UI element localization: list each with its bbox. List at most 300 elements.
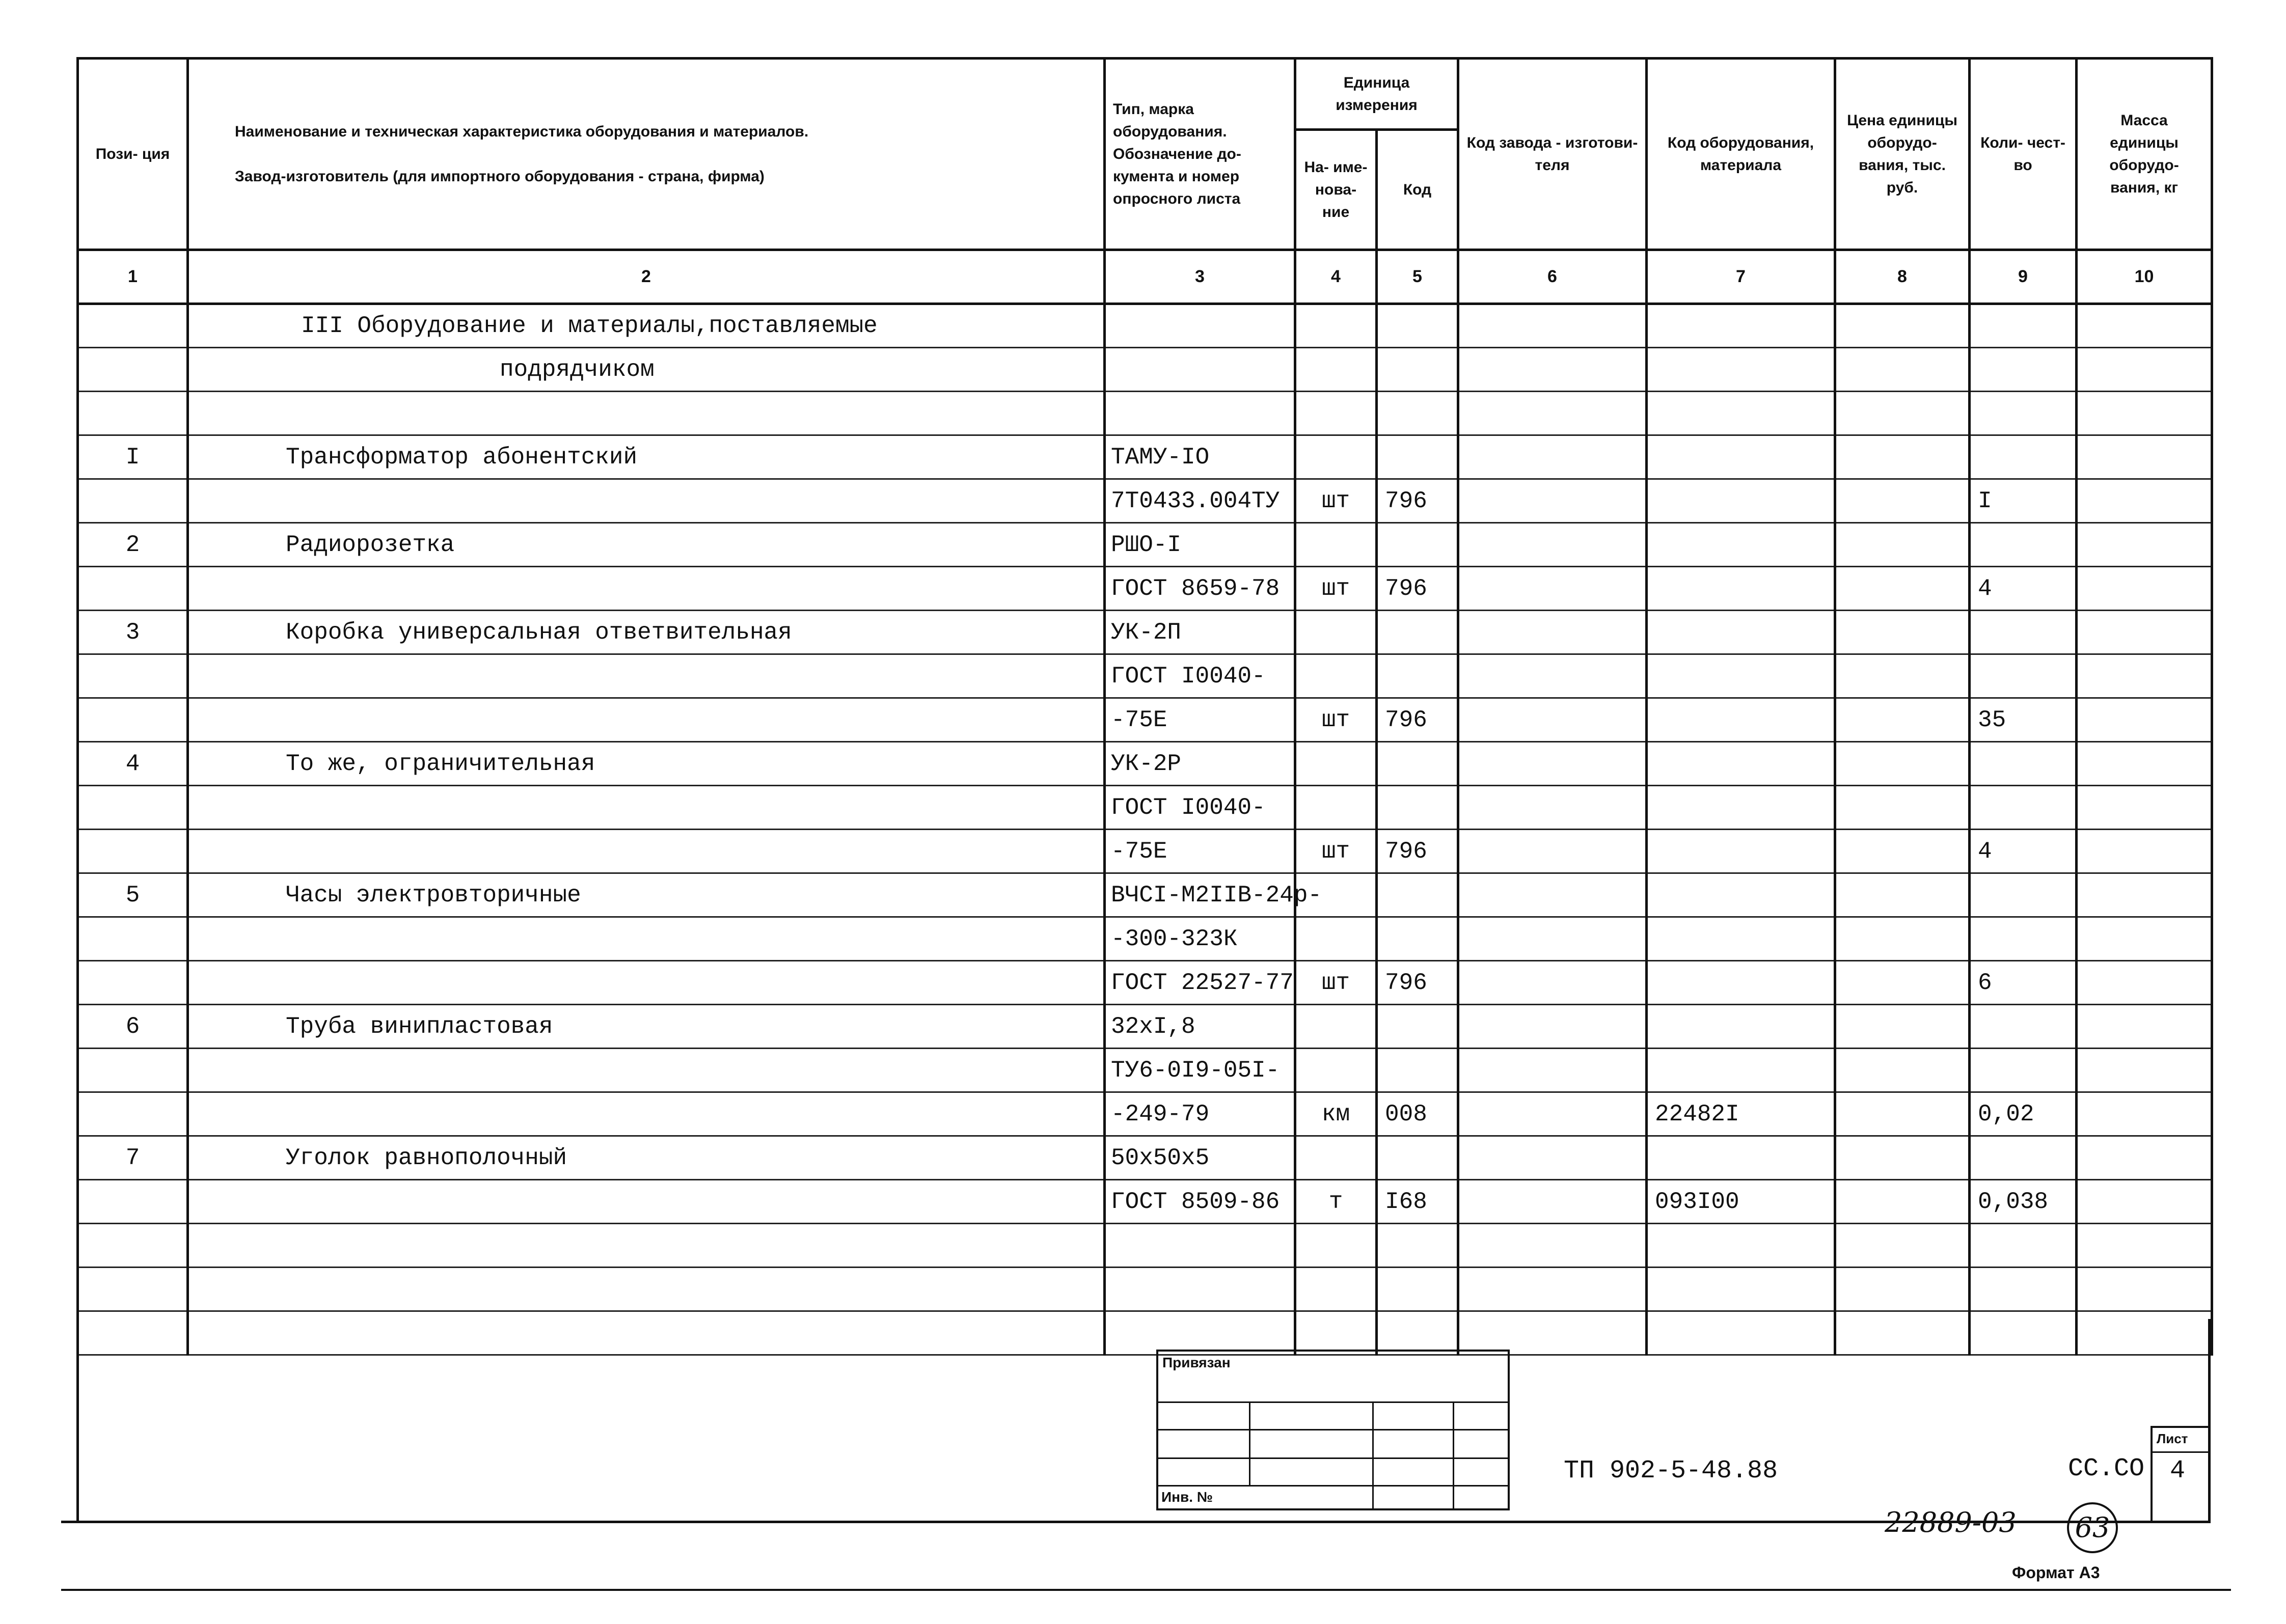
column-number: 2 (188, 250, 1105, 304)
row-factory-code (1458, 435, 1647, 479)
row-type: ГОСТ I0040- (1105, 654, 1295, 698)
row-position (78, 392, 188, 435)
document-code: ТП 902-5-48.88 (1564, 1456, 1778, 1485)
row-price (1835, 304, 1970, 348)
row-unit (1295, 654, 1377, 698)
stamp-line (1156, 1429, 1510, 1430)
table-row (78, 917, 2212, 961)
row-unit-code: 796 (1377, 830, 1458, 873)
row-price (1835, 698, 1970, 742)
column-number: 3 (1105, 250, 1295, 304)
row-quantity: 0,02 (1970, 1092, 2077, 1136)
row-mass (2077, 1049, 2212, 1092)
row-unit-code (1377, 523, 1458, 567)
header-mass: Масса единицы оборудо- вания, кг (2077, 59, 2212, 250)
row-equipment-code (1647, 917, 1835, 961)
row-quantity: I (1970, 479, 2077, 523)
page-bottom-line (61, 1589, 2231, 1591)
row-unit-code (1377, 392, 1458, 435)
row-price (1835, 567, 1970, 611)
row-factory-code (1458, 786, 1647, 830)
row-mass (2077, 567, 2212, 611)
row-mass (2077, 917, 2212, 961)
row-factory-code (1458, 392, 1647, 435)
inventory-label: Инв. № (1161, 1489, 1213, 1505)
row-unit-code (1377, 1268, 1458, 1311)
row-mass (2077, 786, 2212, 830)
row-position: 4 (78, 742, 188, 786)
column-number: 9 (1970, 250, 2077, 304)
header-name (188, 59, 1105, 250)
table-row (78, 830, 2212, 873)
row-factory-code (1458, 917, 1647, 961)
row-unit-code (1377, 304, 1458, 348)
row-price (1835, 348, 1970, 392)
row-position: 6 (78, 1005, 188, 1049)
row-quantity: 6 (1970, 961, 2077, 1005)
row-position (78, 479, 188, 523)
row-quantity: 0,038 (1970, 1180, 2077, 1224)
row-mass (2077, 1311, 2212, 1355)
row-price (1835, 873, 1970, 917)
row-price (1835, 1049, 1970, 1092)
table-row (78, 1180, 2212, 1224)
column-number: 5 (1377, 250, 1458, 304)
row-unit-code (1377, 917, 1458, 961)
table-row (78, 567, 2212, 611)
row-type: ГОСТ 8509-86 (1105, 1180, 1295, 1224)
row-position: 3 (78, 611, 188, 654)
row-quantity (1970, 1136, 2077, 1180)
table-row (78, 523, 2212, 567)
row-unit: шт (1295, 830, 1377, 873)
row-factory-code (1458, 654, 1647, 698)
table-row (78, 873, 2212, 917)
row-name (188, 654, 1105, 698)
row-quantity (1970, 1005, 2077, 1049)
archive-number: 22889-03 (1885, 1506, 2017, 1538)
row-type: 32хI,8 (1105, 1005, 1295, 1049)
table-row (78, 1311, 2212, 1355)
row-quantity: 35 (1970, 698, 2077, 742)
stamp-line (1249, 1401, 1250, 1485)
row-quantity (1970, 1268, 2077, 1311)
row-position (78, 698, 188, 742)
row-price (1835, 611, 1970, 654)
table-row (78, 1136, 2212, 1180)
specification-table (76, 57, 2213, 1356)
row-unit (1295, 786, 1377, 830)
header-position: Пози- ция (78, 59, 188, 250)
row-equipment-code (1647, 1005, 1835, 1049)
row-price (1835, 1005, 1970, 1049)
row-position (78, 1180, 188, 1224)
sheet-box-line (2151, 1451, 2211, 1453)
row-unit-code (1377, 742, 1458, 786)
row-unit-code (1377, 611, 1458, 654)
row-position (78, 961, 188, 1005)
row-price (1835, 479, 1970, 523)
row-name: Часы электровторичные (188, 873, 1105, 917)
row-unit-code (1377, 786, 1458, 830)
row-unit-code: 796 (1377, 961, 1458, 1005)
row-position (78, 1311, 188, 1355)
stamp-line (1156, 1401, 1510, 1403)
row-unit-code (1377, 654, 1458, 698)
row-factory-code (1458, 523, 1647, 567)
row-type (1105, 392, 1295, 435)
row-price (1835, 961, 1970, 1005)
row-price (1835, 435, 1970, 479)
column-number: 4 (1295, 250, 1377, 304)
row-quantity: 4 (1970, 830, 2077, 873)
table-row (78, 742, 2212, 786)
row-quantity (1970, 654, 2077, 698)
row-type: ГОСТ I0040- (1105, 786, 1295, 830)
row-name (188, 1180, 1105, 1224)
stamp-line (1156, 1457, 1510, 1459)
row-quantity (1970, 611, 2077, 654)
row-unit-code: 008 (1377, 1092, 1458, 1136)
row-name (188, 961, 1105, 1005)
row-unit (1295, 1268, 1377, 1311)
row-type: -75Е (1105, 830, 1295, 873)
row-name: подрядчиком (188, 348, 1105, 392)
row-price (1835, 392, 1970, 435)
row-price (1835, 917, 1970, 961)
header-unit-group: Единица измерения (1295, 59, 1458, 130)
row-quantity (1970, 742, 2077, 786)
row-mass (2077, 742, 2212, 786)
column-number: 1 (78, 250, 188, 304)
sheet-label: Лист (2157, 1431, 2188, 1446)
row-type: РШО-I (1105, 523, 1295, 567)
row-quantity (1970, 873, 2077, 917)
row-price (1835, 786, 1970, 830)
row-unit-code (1377, 1224, 1458, 1268)
format-label: Формат А3 (2012, 1563, 2100, 1582)
row-price (1835, 1136, 1970, 1180)
row-unit (1295, 917, 1377, 961)
sheet-code: СС.СО (2068, 1454, 2145, 1483)
row-factory-code (1458, 567, 1647, 611)
row-position (78, 1224, 188, 1268)
row-mass (2077, 392, 2212, 435)
row-position (78, 830, 188, 873)
row-unit (1295, 1049, 1377, 1092)
row-position (78, 654, 188, 698)
row-mass (2077, 1224, 2212, 1268)
header-equipment-code: Код оборудования, материала (1647, 59, 1835, 250)
row-equipment-code (1647, 348, 1835, 392)
row-price (1835, 830, 1970, 873)
row-equipment-code: 22482I (1647, 1092, 1835, 1136)
row-unit-code (1377, 1049, 1458, 1092)
row-equipment-code (1647, 435, 1835, 479)
row-name (188, 698, 1105, 742)
row-price (1835, 654, 1970, 698)
table-row (78, 1092, 2212, 1136)
row-price (1835, 1180, 1970, 1224)
header-quantity: Коли- чест- во (1970, 59, 2077, 250)
row-name (188, 479, 1105, 523)
row-type: ТУ6-0I9-05I- (1105, 1049, 1295, 1092)
row-equipment-code (1647, 479, 1835, 523)
row-factory-code (1458, 1092, 1647, 1136)
row-unit (1295, 523, 1377, 567)
row-mass (2077, 304, 2212, 348)
row-position (78, 1268, 188, 1311)
header-name-line1: Наименование и техническая характеристика оборудования и материалов. (235, 123, 809, 140)
row-type: 50х50х5 (1105, 1136, 1295, 1180)
row-equipment-code (1647, 698, 1835, 742)
row-unit (1295, 435, 1377, 479)
row-name (188, 567, 1105, 611)
row-mass (2077, 435, 2212, 479)
row-factory-code (1458, 304, 1647, 348)
table-row (78, 698, 2212, 742)
table-row (78, 348, 2212, 392)
row-factory-code (1458, 1268, 1647, 1311)
row-name (188, 392, 1105, 435)
row-price (1835, 1268, 1970, 1311)
row-equipment-code (1647, 742, 1835, 786)
row-factory-code (1458, 1180, 1647, 1224)
row-type: ТАМУ-IO (1105, 435, 1295, 479)
row-equipment-code (1647, 611, 1835, 654)
row-mass (2077, 348, 2212, 392)
row-unit-code: 796 (1377, 698, 1458, 742)
row-type: 7Т0433.004ТУ (1105, 479, 1295, 523)
row-factory-code (1458, 1311, 1647, 1355)
column-number: 10 (2077, 250, 2212, 304)
row-name (188, 1268, 1105, 1311)
row-type (1105, 348, 1295, 392)
table-row (78, 435, 2212, 479)
table-row (78, 304, 2212, 348)
row-quantity (1970, 917, 2077, 961)
row-equipment-code (1647, 786, 1835, 830)
row-equipment-code (1647, 1311, 1835, 1355)
stamp-line (1156, 1485, 1510, 1487)
row-unit: шт (1295, 479, 1377, 523)
row-factory-code (1458, 1049, 1647, 1092)
row-unit (1295, 611, 1377, 654)
table-row (78, 611, 2212, 654)
row-mass (2077, 1136, 2212, 1180)
row-equipment-code (1647, 1049, 1835, 1092)
row-quantity (1970, 523, 2077, 567)
row-mass (2077, 654, 2212, 698)
table-row (78, 961, 2212, 1005)
row-position (78, 567, 188, 611)
row-price (1835, 1092, 1970, 1136)
row-type: ВЧСI-М2IIВ-24р- (1105, 873, 1295, 917)
row-name: III Оборудование и материалы,поставляемые (188, 304, 1105, 348)
row-quantity (1970, 1049, 2077, 1092)
row-unit: шт (1295, 961, 1377, 1005)
column-number: 8 (1835, 250, 1970, 304)
row-position (78, 1092, 188, 1136)
row-type (1105, 1268, 1295, 1311)
row-position: 7 (78, 1136, 188, 1180)
row-equipment-code (1647, 1136, 1835, 1180)
row-type: УК-2П (1105, 611, 1295, 654)
row-type: -75Е (1105, 698, 1295, 742)
row-equipment-code (1647, 1224, 1835, 1268)
row-quantity (1970, 304, 2077, 348)
table-row (78, 786, 2212, 830)
header-price: Цена единицы оборудо- вания, тыс. руб. (1835, 59, 1970, 250)
circled-number: 63 (2067, 1502, 2118, 1553)
row-factory-code (1458, 698, 1647, 742)
row-equipment-code (1647, 654, 1835, 698)
row-position: 5 (78, 873, 188, 917)
row-position (78, 786, 188, 830)
table-row (78, 1224, 2212, 1268)
row-factory-code (1458, 830, 1647, 873)
row-price (1835, 1311, 1970, 1355)
row-type (1105, 1224, 1295, 1268)
row-price (1835, 742, 1970, 786)
row-position: I (78, 435, 188, 479)
column-number: 6 (1458, 250, 1647, 304)
row-unit: шт (1295, 567, 1377, 611)
row-equipment-code (1647, 961, 1835, 1005)
table-row (78, 1268, 2212, 1311)
table-row (78, 654, 2212, 698)
row-equipment-code (1647, 523, 1835, 567)
row-mass (2077, 1092, 2212, 1136)
row-factory-code (1458, 1136, 1647, 1180)
row-factory-code (1458, 1224, 1647, 1268)
row-mass (2077, 479, 2212, 523)
row-unit: шт (1295, 698, 1377, 742)
row-equipment-code (1647, 830, 1835, 873)
row-mass (2077, 611, 2212, 654)
row-name (188, 917, 1105, 961)
row-name: Радиорозетка (188, 523, 1105, 567)
table-row (78, 392, 2212, 435)
row-type: -249-79 (1105, 1092, 1295, 1136)
header-name-line2: Завод-изготовитель (для импортного оборудования - страна, фирма) (235, 168, 765, 185)
row-price (1835, 523, 1970, 567)
header-unit-code: Код (1377, 130, 1458, 250)
row-type (1105, 1311, 1295, 1355)
row-position (78, 1049, 188, 1092)
row-mass (2077, 1005, 2212, 1049)
row-name (188, 1224, 1105, 1268)
header-factory-code: Код завода - изготови- теля (1458, 59, 1647, 250)
row-mass (2077, 523, 2212, 567)
row-type: УК-2Р (1105, 742, 1295, 786)
row-equipment-code (1647, 1268, 1835, 1311)
row-factory-code (1458, 611, 1647, 654)
row-unit-code (1377, 1311, 1458, 1355)
row-type: -300-323К (1105, 917, 1295, 961)
row-unit-code: 796 (1377, 567, 1458, 611)
row-unit-code (1377, 435, 1458, 479)
row-unit (1295, 742, 1377, 786)
row-type: ГОСТ 22527-77 (1105, 961, 1295, 1005)
row-equipment-code: 093I00 (1647, 1180, 1835, 1224)
row-unit-code (1377, 1005, 1458, 1049)
row-unit (1295, 1311, 1377, 1355)
row-mass (2077, 698, 2212, 742)
row-name: Труба винипластовая (188, 1005, 1105, 1049)
row-equipment-code (1647, 873, 1835, 917)
row-quantity: 4 (1970, 567, 2077, 611)
row-mass (2077, 1180, 2212, 1224)
row-position (78, 304, 188, 348)
row-unit-code (1377, 873, 1458, 917)
row-name (188, 1311, 1105, 1355)
row-name: То же, ограничительная (188, 742, 1105, 786)
row-name (188, 830, 1105, 873)
row-name (188, 1092, 1105, 1136)
row-equipment-code (1647, 567, 1835, 611)
frame-left-line (76, 1319, 79, 1523)
row-unit (1295, 1136, 1377, 1180)
sheet-number: 4 (2170, 1456, 2186, 1485)
row-mass (2077, 830, 2212, 873)
row-mass (2077, 961, 2212, 1005)
stamp-line (1453, 1401, 1454, 1510)
row-factory-code (1458, 479, 1647, 523)
row-factory-code (1458, 742, 1647, 786)
row-unit: км (1295, 1092, 1377, 1136)
row-name: Коробка универсальная ответвительная (188, 611, 1105, 654)
row-mass (2077, 873, 2212, 917)
row-unit (1295, 1005, 1377, 1049)
column-number-row (78, 250, 2212, 304)
row-type (1105, 304, 1295, 348)
row-quantity (1970, 1224, 2077, 1268)
row-equipment-code (1647, 392, 1835, 435)
row-quantity (1970, 435, 2077, 479)
row-position: 2 (78, 523, 188, 567)
table-row (78, 479, 2212, 523)
row-factory-code (1458, 961, 1647, 1005)
header-row (78, 59, 2212, 130)
row-factory-code (1458, 348, 1647, 392)
table-row (78, 1005, 2212, 1049)
row-unit (1295, 304, 1377, 348)
row-name: Уголок равнополочный (188, 1136, 1105, 1180)
row-factory-code (1458, 1005, 1647, 1049)
row-unit-code (1377, 348, 1458, 392)
header-unit-name: На- име- нова- ние (1295, 130, 1377, 250)
stamp-line (1372, 1401, 1374, 1510)
row-quantity (1970, 348, 2077, 392)
row-position (78, 917, 188, 961)
table-row (78, 1049, 2212, 1092)
row-position (78, 348, 188, 392)
row-unit (1295, 392, 1377, 435)
row-quantity (1970, 786, 2077, 830)
row-unit-code: 796 (1377, 479, 1458, 523)
row-type: ГОСТ 8659-78 (1105, 567, 1295, 611)
row-name (188, 786, 1105, 830)
row-name: Трансформатор абонентский (188, 435, 1105, 479)
row-mass (2077, 1268, 2212, 1311)
row-unit: т (1295, 1180, 1377, 1224)
row-unit-code: I68 (1377, 1180, 1458, 1224)
row-unit (1295, 348, 1377, 392)
row-quantity (1970, 392, 2077, 435)
row-price (1835, 1224, 1970, 1268)
row-unit-code (1377, 1136, 1458, 1180)
